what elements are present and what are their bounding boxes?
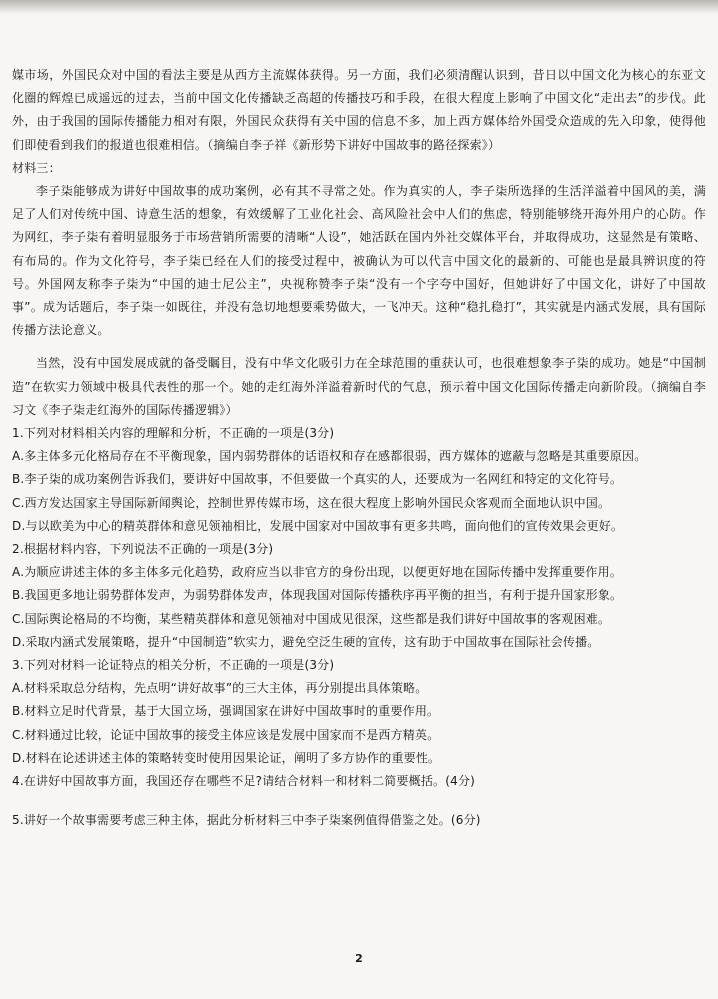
- page-content: [12, 64, 706, 833]
- material-three-title: 材料三：: [12, 160, 61, 175]
- question-2-option-b: B.我国更多地让弱势群体发声，为弱势群体发声，体现我国对国际传播秩序再平衡的担当，有利于提升国家形象。: [12, 588, 623, 603]
- material-three-paragraph-1: 李子柒能够成为讲好中国故事的成功案例，必有其不寻常之处。作为真实的人，李子柒所选择的生活洋溢着中国风的美，满足了人们对传统中国、诗意生活的想象，有效缓解了工业化社会、高风险社会中人们的焦虑，特别能够绕开海外用户的心防。作为网红，李子柒有着明显服务于市场营销所需要的清晰“人设”，她活跃在国内外社交媒体平台，并取得成功，这显然是有策略、有布局的。作为文化符号，李子柒已经在人们的接受过程中，被确认为可以代言中国文化的最新的、可能也是最具辨识度的符号。外国网友称李子柒为“中国的迪士尼公主”，央视称赞李子柒“没有一个字夸中国好，但她讲好了中国文化，讲好了中国故事”。成为话题后，李子柒一如既往，并没有急切地想要乘势做大，一飞冲天。这种“稳扎稳打”，其实就是内涵式发展，具有国际传播方法论意义。: [12, 184, 706, 338]
- question-2-option-c: C.国际舆论格局的不均衡，某些精英群体和意见领袖对中国成见很深，这些都是我们讲好中国故事的客观困难。: [12, 611, 611, 626]
- page-number: 2: [355, 952, 363, 965]
- question-2-option-d: D.采取内涵式发展策略，提升“中国制造”软实力，避免空泛生硬的宣传，这有助于中国故事在国际社会传播。: [12, 634, 600, 649]
- question-3-option-c: C.材料通过比较，论证中国故事的接受主体应该是发展中国家而不是西方精英。: [12, 727, 440, 742]
- question-1-option-a: A.多主体多元化格局存在不平衡现象，国内弱势群体的话语权和存在感都很弱，西方媒体的遮蔽与忽略是其重要原因。: [12, 449, 647, 464]
- scan-edge-shadow: [0, 0, 718, 14]
- question-2-option-a: A.为顺应讲述主体的多主体多元化趋势，政府应当以非官方的身份出现，以便更好地在国际传播中发挥重要作用。: [12, 565, 623, 580]
- material-three-paragraph-2: 当然，没有中国发展成就的备受瞩目，没有中华文化吸引力在全球范围的重获认可，也很难想象李子柒的成功。她是“中国制造”在软实力领域中极具代表性的那一个。她的走红海外洋溢着新时代的气息，预示着中国文化国际传播走向新阶段。（摘编自李习文《李子柒走红海外的国际传播逻辑》）: [12, 356, 706, 417]
- question-4: 4.在讲好中国故事方面，我国还存在哪些不足?请结合材料一和材料二简要概括。(4分): [12, 774, 476, 789]
- question-3: 3.下列对材料一论证特点的相关分析，不正确的一项是(3分): [12, 658, 335, 673]
- question-5: 5.讲好一个故事需要考虑三种主体，据此分析材料三中李子柒案例值得借鉴之处。(6分): [12, 813, 481, 828]
- paragraph-continued: 媒市场，外国民众对中国的看法主要是从西方主流媒体获得。另一方面，我们必须清醒认识到，昔日以中国文化为核心的东亚文化圈的辉煌已成遥远的过去，当前中国文化传播缺乏高超的传播技巧和手段，在很大程度上影响了中国文化“走出去”的步伐。此外，由于我国的国际传播能力相对有限，外国民众获得有关中国的信息不多，加上西方媒体给外国受众造成的先入印象，使得他们即使看到我们的报道也很难相信。（摘编自李子祥《新形势下讲好中国故事的路径探索》）: [12, 68, 706, 152]
- question-3-option-a: A.材料采取总分结构，先点明“讲好故事”的三大主体，再分别提出具体策略。: [12, 681, 428, 696]
- question-2: 2.根据材料内容，下列说法不正确的一项是(3分): [12, 542, 274, 557]
- question-1-option-c: C.西方发达国家主导国际新闻舆论，控制世界传媒市场，这在很大程度上影响外国民众客观而全面地认识中国。: [12, 495, 611, 510]
- question-1: 1.下列对材料相关内容的理解和分析，不正确的一项是(3分): [12, 426, 335, 441]
- question-3-option-b: B.材料立足时代背景，基于大国立场，强调国家在讲好中国故事时的重要作用。: [12, 704, 440, 719]
- question-1-option-d: D.与以欧美为中心的精英群体和意见领袖相比，发展中国家对中国故事有更多共鸣，面向他们的宣传效果会更好。: [12, 518, 624, 533]
- question-3-option-d: D.材料在论述讲述主体的策略转变时使用因果论证，阐明了多方协作的重要性。: [12, 750, 441, 765]
- question-1-option-b: B.李子柒的成功案例告诉我们，要讲好中国故事，不但要做一个真实的人，还要成为一名网红和特定的文化符号。: [12, 472, 623, 487]
